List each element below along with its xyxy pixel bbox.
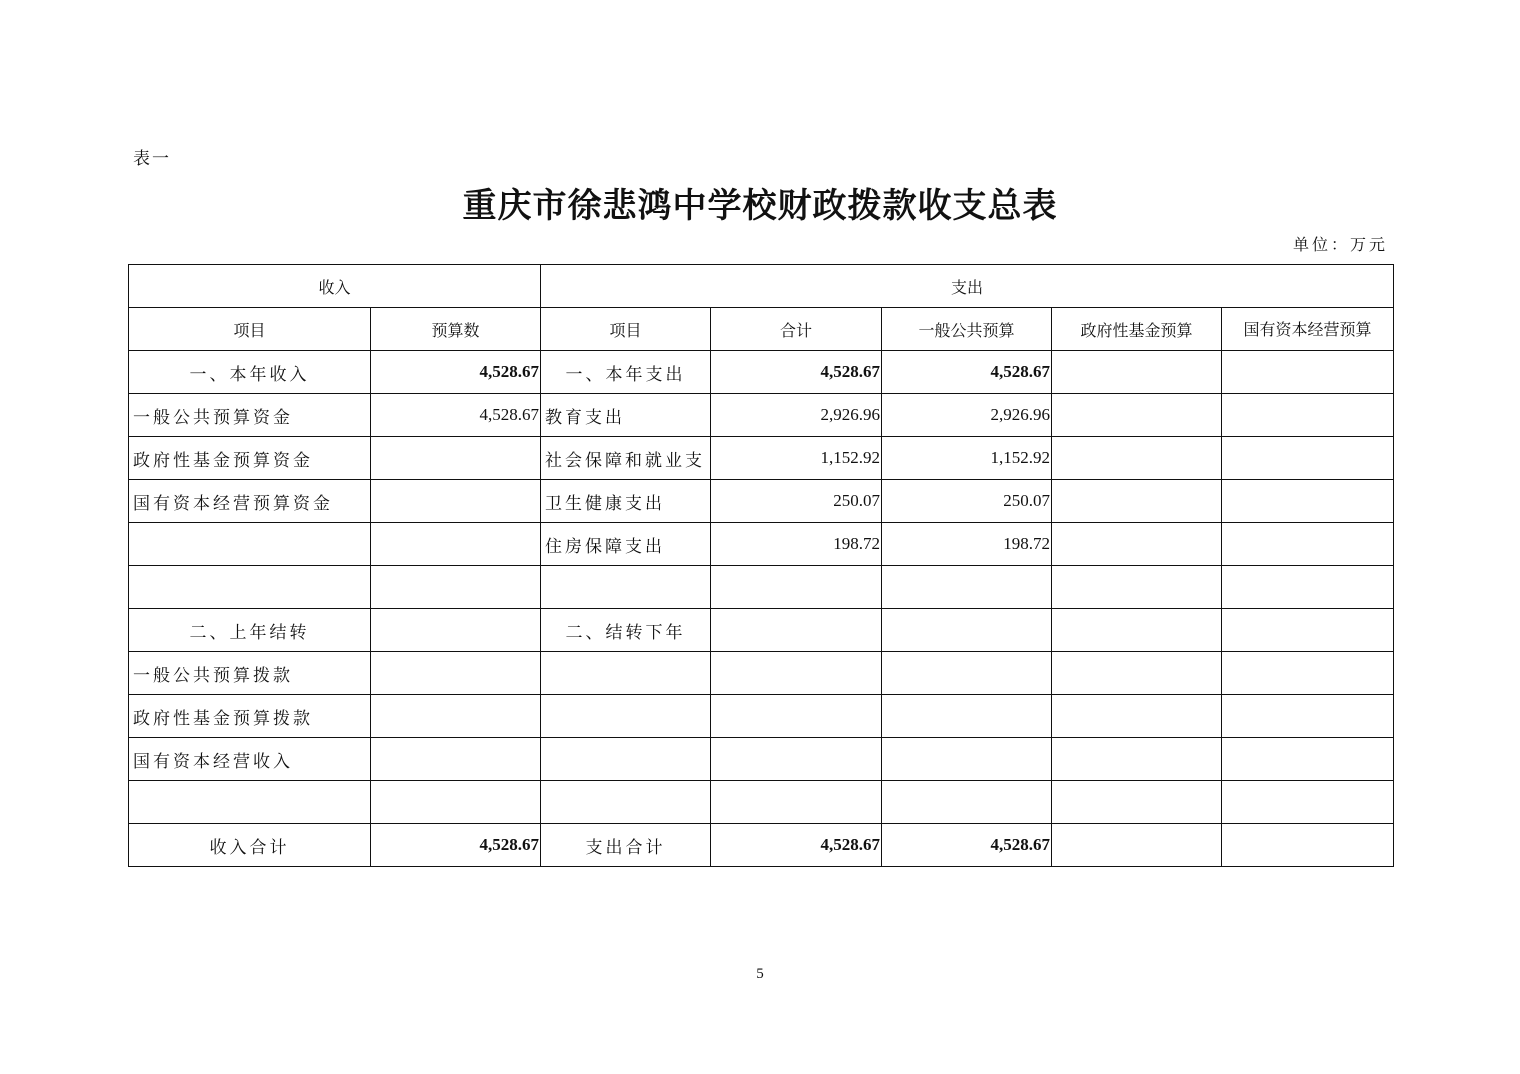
state-capital-cell xyxy=(1222,652,1394,695)
state-capital-cell xyxy=(1222,609,1394,652)
col-state-capital-budget: 国有资本经营预算 xyxy=(1222,308,1394,351)
state-capital-cell xyxy=(1222,695,1394,738)
total-cell: 2,926.96 xyxy=(711,394,882,437)
state-capital-cell xyxy=(1222,824,1394,867)
state-capital-cell xyxy=(1222,394,1394,437)
page-number: 5 xyxy=(756,966,764,982)
income-budget-cell xyxy=(371,480,541,523)
table-row xyxy=(129,394,1394,437)
general-budget-cell: 2,926.96 xyxy=(882,394,1052,437)
income-item-cell: 政府性基金预算拨款 xyxy=(129,695,371,738)
income-item-cell xyxy=(129,523,371,566)
income-item-cell: 收入合计 xyxy=(129,824,371,867)
total-cell xyxy=(711,609,882,652)
income-item-cell: 一、本年收入 xyxy=(129,351,371,394)
table-row xyxy=(129,437,1394,480)
general-budget-cell xyxy=(882,695,1052,738)
expense-item-cell: 卫生健康支出 xyxy=(541,480,711,523)
col-fund-budget: 政府性基金预算 xyxy=(1052,308,1222,351)
col-expense-item: 项目 xyxy=(541,308,711,351)
expense-item-cell xyxy=(541,566,711,609)
table-row xyxy=(129,824,1394,867)
expense-item-cell: 社会保障和就业支 xyxy=(541,437,711,480)
col-general-budget: 一般公共预算 xyxy=(882,308,1052,351)
table-row xyxy=(129,351,1394,394)
total-cell xyxy=(711,652,882,695)
income-budget-cell xyxy=(371,566,541,609)
income-item-cell: 一般公共预算资金 xyxy=(129,394,371,437)
fund-budget-cell xyxy=(1052,351,1222,394)
fund-budget-cell xyxy=(1052,695,1222,738)
expense-item-cell: 二、结转下年 xyxy=(541,609,711,652)
total-cell: 198.72 xyxy=(711,523,882,566)
income-budget-cell xyxy=(371,781,541,824)
total-cell xyxy=(711,566,882,609)
income-item-cell: 一般公共预算拨款 xyxy=(129,652,371,695)
total-cell xyxy=(711,781,882,824)
total-cell xyxy=(711,695,882,738)
income-budget-cell: 4,528.67 xyxy=(371,394,541,437)
expense-item-cell: 教育支出 xyxy=(541,394,711,437)
income-item-cell xyxy=(129,781,371,824)
income-item-cell: 二、上年结转 xyxy=(129,609,371,652)
table-row xyxy=(129,781,1394,824)
state-capital-cell xyxy=(1222,437,1394,480)
expense-item-cell xyxy=(541,652,711,695)
expense-item-cell xyxy=(541,695,711,738)
income-item-cell: 国有资本经营收入 xyxy=(129,738,371,781)
fund-budget-cell xyxy=(1052,781,1222,824)
fund-budget-cell xyxy=(1052,437,1222,480)
income-budget-cell xyxy=(371,437,541,480)
fund-budget-cell xyxy=(1052,480,1222,523)
table-row xyxy=(129,523,1394,566)
table-row xyxy=(129,566,1394,609)
expense-header: 支出 xyxy=(541,265,1394,308)
budget-summary-table xyxy=(128,264,1394,867)
expense-item-cell: 支出合计 xyxy=(541,824,711,867)
income-item-cell xyxy=(129,566,371,609)
state-capital-cell xyxy=(1222,523,1394,566)
header-column-row xyxy=(129,308,1394,351)
general-budget-cell xyxy=(882,609,1052,652)
general-budget-cell xyxy=(882,566,1052,609)
expense-item-cell: 住房保障支出 xyxy=(541,523,711,566)
state-capital-cell xyxy=(1222,351,1394,394)
general-budget-cell xyxy=(882,781,1052,824)
general-budget-cell xyxy=(882,652,1052,695)
fund-budget-cell xyxy=(1052,738,1222,781)
table-row xyxy=(129,652,1394,695)
fund-budget-cell xyxy=(1052,394,1222,437)
income-item-cell: 国有资本经营预算资金 xyxy=(129,480,371,523)
table-row xyxy=(129,695,1394,738)
total-cell: 250.07 xyxy=(711,480,882,523)
total-cell: 1,152.92 xyxy=(711,437,882,480)
page-title: 重庆市徐悲鸿中学校财政拨款收支总表 xyxy=(462,186,1058,226)
fund-budget-cell xyxy=(1052,566,1222,609)
col-budget: 预算数 xyxy=(371,308,541,351)
header-group-row xyxy=(129,265,1394,308)
fund-budget-cell xyxy=(1052,652,1222,695)
general-budget-cell: 4,528.67 xyxy=(882,351,1052,394)
income-header: 收入 xyxy=(129,265,541,308)
income-item-cell: 政府性基金预算资金 xyxy=(129,437,371,480)
state-capital-cell xyxy=(1222,480,1394,523)
table-row xyxy=(129,609,1394,652)
income-budget-cell xyxy=(371,738,541,781)
unit-label: 单位：万元 xyxy=(1292,235,1388,254)
fund-budget-cell xyxy=(1052,609,1222,652)
income-budget-cell: 4,528.67 xyxy=(371,351,541,394)
state-capital-cell xyxy=(1222,738,1394,781)
fund-budget-cell xyxy=(1052,824,1222,867)
table-row xyxy=(129,738,1394,781)
expense-item-cell: 一、本年支出 xyxy=(541,351,711,394)
income-budget-cell xyxy=(371,523,541,566)
fund-budget-cell xyxy=(1052,523,1222,566)
col-total: 合计 xyxy=(711,308,882,351)
income-budget-cell xyxy=(371,609,541,652)
state-capital-cell xyxy=(1222,566,1394,609)
income-budget-cell: 4,528.67 xyxy=(371,824,541,867)
total-cell xyxy=(711,738,882,781)
general-budget-cell xyxy=(882,738,1052,781)
income-budget-cell xyxy=(371,652,541,695)
total-cell: 4,528.67 xyxy=(711,824,882,867)
table-row xyxy=(129,480,1394,523)
general-budget-cell: 4,528.67 xyxy=(882,824,1052,867)
general-budget-cell: 1,152.92 xyxy=(882,437,1052,480)
income-budget-cell xyxy=(371,695,541,738)
expense-item-cell xyxy=(541,738,711,781)
table-label: 表一 xyxy=(133,149,171,169)
general-budget-cell: 250.07 xyxy=(882,480,1052,523)
state-capital-cell xyxy=(1222,781,1394,824)
col-income-item: 项目 xyxy=(129,308,371,351)
expense-item-cell xyxy=(541,781,711,824)
general-budget-cell: 198.72 xyxy=(882,523,1052,566)
total-cell: 4,528.67 xyxy=(711,351,882,394)
